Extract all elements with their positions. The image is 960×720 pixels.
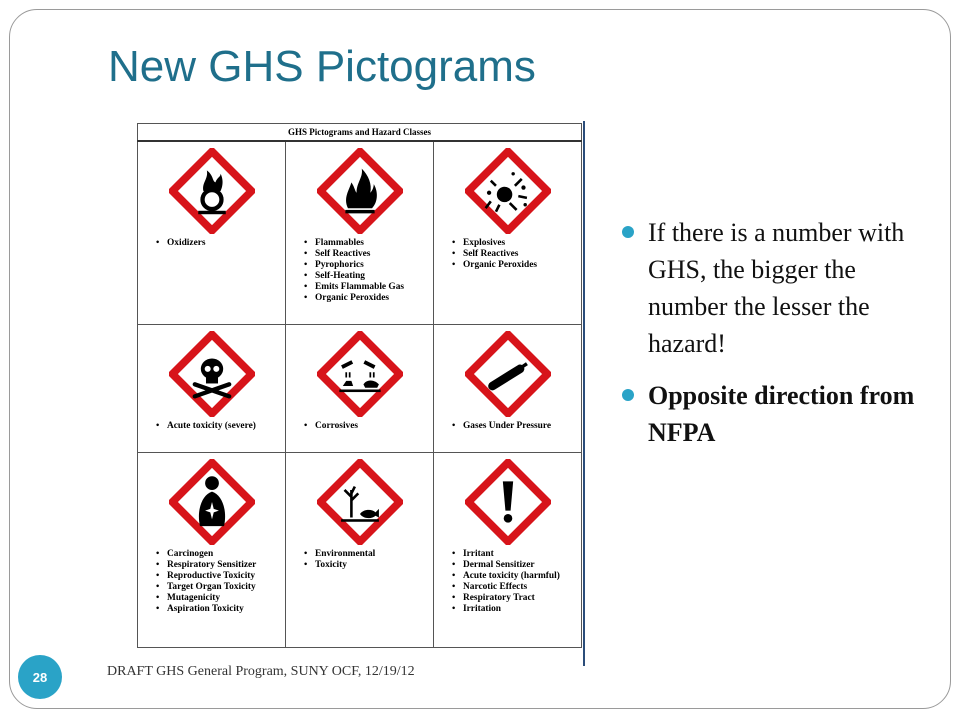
exclamation-mark-icon (465, 459, 551, 545)
hazard-item: • Respiratory Sensitizer (156, 560, 285, 571)
hazard-list (156, 421, 285, 432)
table-header: GHS Pictograms and Hazard Classes (138, 124, 582, 142)
hazard-item: • Carcinogen (156, 549, 285, 560)
hazard-item: • Narcotic Effects (452, 582, 581, 593)
hazard-list (452, 421, 581, 432)
hazard-item: • Self-Heating (304, 271, 433, 282)
hazard-item: • Target Organ Toxicity (156, 582, 285, 593)
cell-irritant (434, 452, 582, 647)
hazard-list (304, 549, 433, 571)
hazard-item: • Explosives (452, 238, 581, 249)
table-divider-line (583, 121, 585, 666)
bullet-text: If there is a number with GHS, the bigger the number the lesser the hazard! (648, 218, 905, 358)
hazard-item: • Acute toxicity (harmful) (452, 571, 581, 582)
hazard-item: • Irritant (452, 549, 581, 560)
health-hazard-icon (169, 459, 255, 545)
hazard-item: • Flammables (304, 238, 433, 249)
hazard-list (156, 549, 285, 615)
bullet-dot-icon (622, 389, 634, 401)
environment-icon (317, 459, 403, 545)
cell-flammables (286, 141, 434, 325)
hazard-item: • Self Reactives (304, 249, 433, 260)
bullet-list (622, 214, 922, 466)
hazard-item-cont (452, 604, 581, 615)
ghs-pictogram-table (137, 123, 582, 648)
cell-environmental (286, 452, 434, 647)
hazard-item: • Acute toxicity (severe) (156, 421, 285, 432)
hazard-list (156, 238, 285, 249)
hazard-item: • Gases Under Pressure (452, 421, 581, 432)
bullet-text: Opposite direction from NFPA (648, 381, 915, 447)
hazard-item: • Aspiration Toxicity (156, 604, 285, 615)
hazard-item: • Reproductive Toxicity (156, 571, 285, 582)
cell-acute-toxicity (138, 325, 286, 452)
hazard-item: • Mutagenicity (156, 593, 285, 604)
cell-health-hazard (138, 452, 286, 647)
cell-oxidizers (138, 141, 286, 325)
hazard-item: • Pyrophorics (304, 260, 433, 271)
bullet-dot-icon (622, 226, 634, 238)
skull-crossbones-icon (169, 331, 255, 417)
hazard-item: • Respiratory Tract (452, 593, 581, 604)
hazard-list (452, 549, 581, 615)
hazard-item: • Organic Peroxides (452, 260, 581, 271)
hazard-item-cont (304, 560, 433, 571)
cell-corrosives (286, 325, 434, 452)
gas-cylinder-icon (465, 331, 551, 417)
hazard-list (304, 421, 433, 432)
hazard-list (304, 238, 433, 304)
hazard-item-continuation: Irritation (463, 603, 502, 614)
bullet-item (622, 377, 922, 451)
flame-icon (317, 148, 403, 234)
hazard-item: • Corrosives (304, 421, 433, 432)
exploding-bomb-icon (465, 148, 551, 234)
hazard-item: • Dermal Sensitizer (452, 560, 581, 571)
corrosion-icon (317, 331, 403, 417)
hazard-item: • Organic Peroxides (304, 293, 433, 304)
hazard-item: • Environmental (304, 549, 433, 560)
hazard-item-continuation: Toxicity (315, 559, 347, 570)
hazard-item: • Oxidizers (156, 238, 285, 249)
flame-over-circle-icon (169, 148, 255, 234)
cell-explosives (434, 141, 582, 325)
bullet-item (622, 214, 922, 362)
footer-text: DRAFT GHS General Program, SUNY OCF, 12/19/12 (107, 664, 415, 679)
hazard-item: • Emits Flammable Gas (304, 282, 433, 293)
hazard-list (452, 238, 581, 271)
slide-number-badge: 28 (18, 655, 62, 699)
slide-title: New GHS Pictograms (108, 42, 536, 91)
hazard-item: • Self Reactives (452, 249, 581, 260)
cell-gases (434, 325, 582, 452)
